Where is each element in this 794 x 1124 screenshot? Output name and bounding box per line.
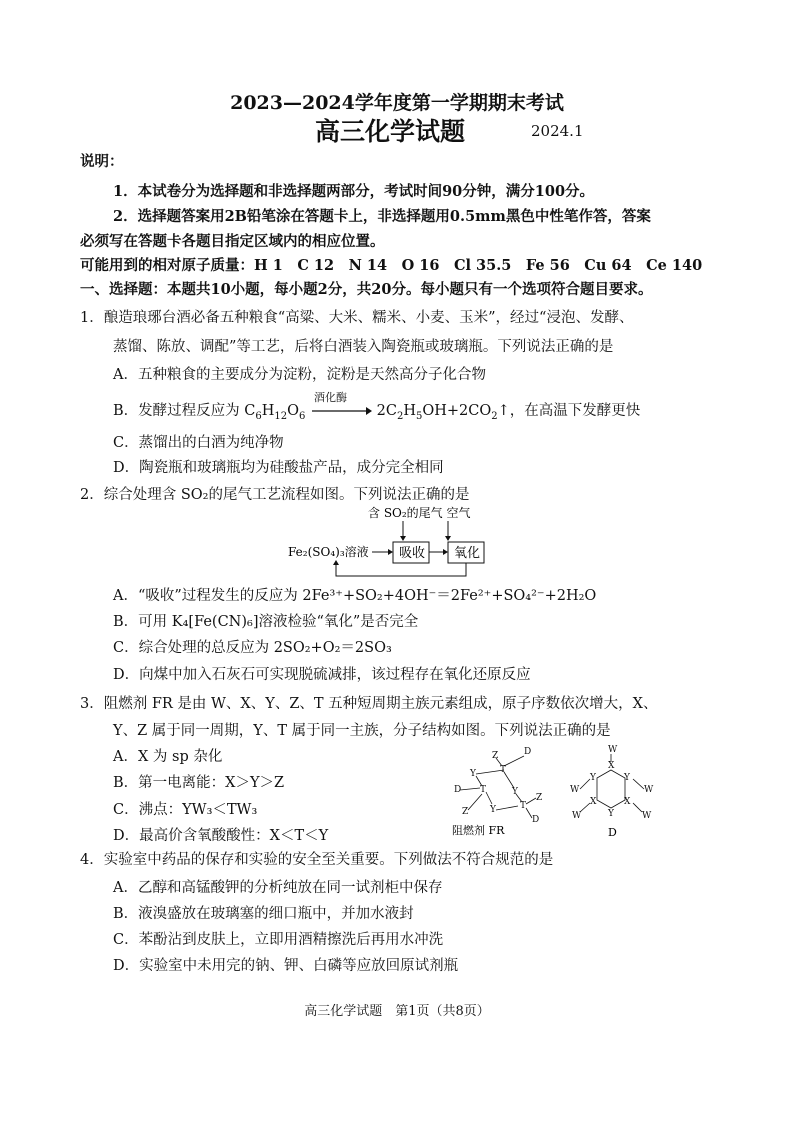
q2-option-d: D．向煤中加入石灰石可实现脱硫减排，该过程存在氧化还原反应 <box>113 667 531 683</box>
q1-stem-line1: 1．酿造琅琊台酒必备五种粮食“高粱、大米、糯米、小麦、玉米”，经过“浸泡、发酵、 <box>80 310 634 326</box>
q3-option-b: B．第一电离能：X＞Y＞Z <box>113 775 285 791</box>
svg-text:Y: Y <box>590 773 596 783</box>
svg-text:T: T <box>520 801 527 811</box>
section-heading: 一、选择题：本题共10小题，每小题2分，共20分。每小题只有一个选项符合题目要求。 <box>80 281 653 298</box>
q2-flow-diagram <box>280 503 505 583</box>
svg-text:Z: Z <box>462 807 469 817</box>
catalyst-label: 酒化酶 <box>314 391 347 404</box>
q1-option-a: A．五种粮食的主要成分为淀粉，淀粉是天然高分子化合物 <box>113 367 486 383</box>
svg-text:Z: Z <box>492 751 499 761</box>
diagram-left-label: Fe₂(SO₄)₃溶液 <box>288 545 369 559</box>
atomic-masses: 可能用到的相对原子质量：H 1 C 12 N 14 O 16 Cl 35.5 Fe 56 Cu 64 Ce 140 <box>80 257 703 274</box>
q4-stem: 4．实验室中药品的保存和实验的安全至关重要。下列做法不符合规范的是 <box>80 852 554 868</box>
note-2-line1: 2．选择题答案用2B铅笔涂在答题卡上，非选择题用0.5mm黑色中性笔作答，答案 <box>113 208 651 225</box>
q1-option-d: D．陶瓷瓶和玻璃瓶均为硅酸盐产品，成分完全相同 <box>113 460 444 476</box>
svg-text:W: W <box>642 811 652 821</box>
note-2-line2: 必须写在答题卡各题目指定区域内的相应位置。 <box>80 233 385 250</box>
svg-text:W: W <box>572 811 582 821</box>
q4-option-d: D．实验室中未用完的钠、钾、白磷等应放回原试剂瓶 <box>113 958 459 974</box>
svg-text:T: T <box>500 765 507 775</box>
reaction-arrow <box>310 391 372 420</box>
q3-structure-figure <box>440 742 670 840</box>
svg-text:X: X <box>624 797 631 807</box>
q3-stem-line2: Y、Z 属于同一周期，Y、T 属于同一主族，分子结构如图。下列说法正确的是 <box>113 723 611 739</box>
svg-text:Y: Y <box>608 809 614 819</box>
q1-option-c: C．蒸馏出的白酒为纯净物 <box>113 435 284 451</box>
svg-text:Y: Y <box>512 787 518 797</box>
svg-text:Y: Y <box>490 805 496 815</box>
q3-option-c: C．沸点：YW₃＜TW₃ <box>113 802 258 818</box>
svg-text:D: D <box>454 785 462 795</box>
svg-text:W: W <box>608 745 618 755</box>
q2-option-b: B．可用 K₄[Fe(CN)₆]溶液检验“氧化”是否完全 <box>113 614 419 630</box>
svg-text:T: T <box>480 785 487 795</box>
q4-option-b: B．液溴盛放在玻璃塞的细口瓶中，并加水液封 <box>113 906 414 922</box>
q3-stem-line1: 3．阻燃剂 FR 是由 W、X、Y、Z、T 五种短周期主族元素组成，原子序数依次增大，X、 <box>80 696 658 712</box>
q2-option-a: A．“吸收”过程发生的反应为 2Fe³⁺+SO₂+4OH⁻＝2Fe²⁺+SO₄²⁻+2H₂O <box>113 588 597 604</box>
page-footer: 高三化学试题 第1页（共8页） <box>304 1004 490 1019</box>
svg-text:Y: Y <box>470 769 476 779</box>
diagram-top-label: 含 SO₂的尾气 空气 <box>368 506 471 520</box>
svg-text:W: W <box>570 785 580 795</box>
exam-date: 2024.1 <box>531 122 584 140</box>
q4-option-c: C．苯酚沾到皮肤上，立即用酒精擦洗后再用水冲洗 <box>113 932 444 948</box>
note-1: 1．本试卷分为选择题和非选择题两部分，考试时间90分钟，满分100分。 <box>113 183 595 200</box>
fig-label-d: D <box>608 826 617 839</box>
q3-option-a: A．X 为 sp 杂化 <box>113 749 223 765</box>
notes-heading: 说明： <box>80 153 124 170</box>
svg-text:D: D <box>532 815 540 825</box>
q1-option-b-prefix: B．发酵过程反应为 C <box>113 403 256 419</box>
svg-text:Z: Z <box>536 793 543 803</box>
q3-option-d: D．最高价含氧酸酸性：X＜T＜Y <box>113 828 329 844</box>
q2-stem: 2．综合处理含 SO₂的尾气工艺流程如图。下列说法正确的是 <box>80 487 470 503</box>
exam-title: 2023—2024学年度第一学期期末考试 <box>230 92 564 114</box>
q4-option-a: A．乙醇和高锰酸钾的分析纯放在同一试剂柜中保存 <box>113 880 443 896</box>
absorb-label: 吸收 <box>399 546 426 561</box>
svg-text:W: W <box>644 785 654 795</box>
svg-text:X: X <box>590 797 597 807</box>
svg-text:D: D <box>524 747 532 757</box>
q1-stem-line2: 蒸馏、陈放、调配”等工艺，后将白酒装入陶瓷瓶或玻璃瓶。下列说法正确的是 <box>113 339 614 355</box>
q1-option-b-suffix: ，在高温下发酵更快 <box>509 403 641 419</box>
svg-text:Y: Y <box>624 773 630 783</box>
svg-text:X: X <box>608 761 615 771</box>
q1-option-b: B．发酵过程反应为 $C_6H_{12}O_6$ 酒化酶 $2C_2H_5OH+2CO_2↑$，在高温下发酵更快 <box>113 391 641 422</box>
exam-subject-title: 高三化学试题 <box>315 117 466 146</box>
fig-label-fr: 阻燃剂 FR <box>452 824 505 837</box>
arrow-icon <box>310 402 372 420</box>
q2-option-c: C．综合处理的总反应为 2SO₂+O₂＝2SO₃ <box>113 640 392 656</box>
oxidize-label: 氧化 <box>454 546 481 561</box>
